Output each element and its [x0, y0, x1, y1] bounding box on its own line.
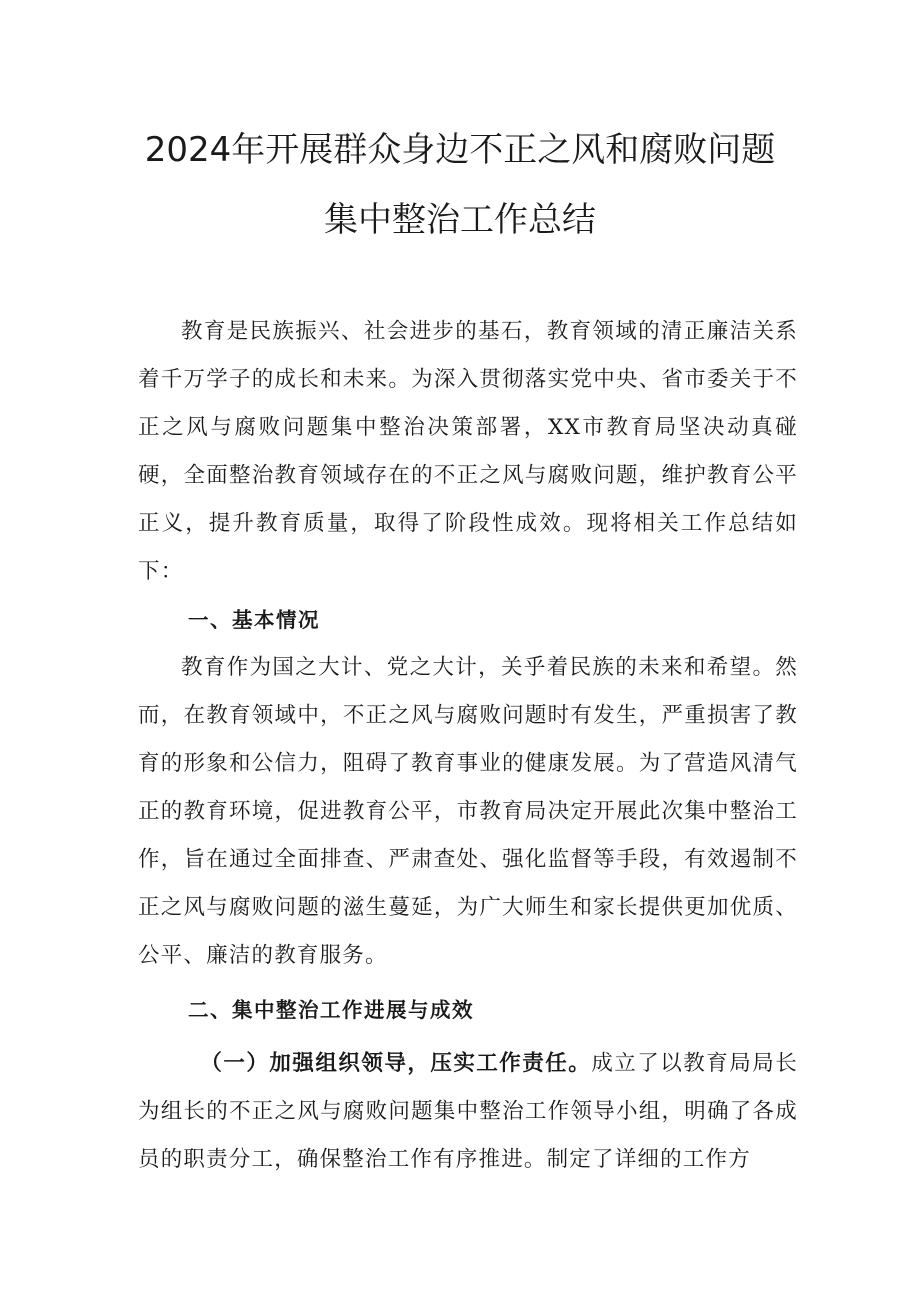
document-body [138, 308, 798, 1184]
subsection-1-lead: （一）加强组织领导，压实工作责任。 [200, 1051, 592, 1076]
section-1-heading: 一、基本情况 [188, 608, 320, 632]
subsection-1-paragraph [138, 1040, 798, 1184]
document-title-line-2: 集中整治工作总结 [324, 200, 596, 240]
section-2-heading: 二、集中整治工作进展与成效 [188, 998, 474, 1022]
subsection-1-text: 成立了以教育局局长为组长的不正之风与腐败问题集中整治工作领导小组，明确了各成员的职责分工，确保整治工作有序推进。制定了详细的工作方 [138, 1051, 798, 1172]
intro-paragraph: 教育是民族振兴、社会进步的基石，教育领域的清正廉洁关系着千万学子的成长和未来。为深入贯彻落实党中央、省市委关于不正之风与腐败问题集中整治决策部署，XX市教育局坚决动真碰硬，全面整治教育领域存在的不正之风与腐败问题，维护教育公平正义，提升教育质量，取得了阶段性成效。现将相关工作总结如下： [138, 319, 798, 584]
section-1-paragraph: 教育作为国之大计、党之大计，关乎着民族的未来和希望。然而，在教育领域中，不正之风与腐败问题时有发生，严重损害了教育的形象和公信力，阻碍了教育事业的健康发展。为了营造风清气正的教育环境，促进教育公平，市教育局决定开展此次集中整治工作，旨在通过全面排查、严肃查处、强化监督等手段，有效遏制不正之风与腐败问题的滋生蔓延，为广大师生和家长提供更加优质、公平、廉洁的教育服务。 [138, 655, 798, 968]
document-title-line-1: 2024年开展群众身边不正之风和腐败问题 [144, 130, 776, 170]
